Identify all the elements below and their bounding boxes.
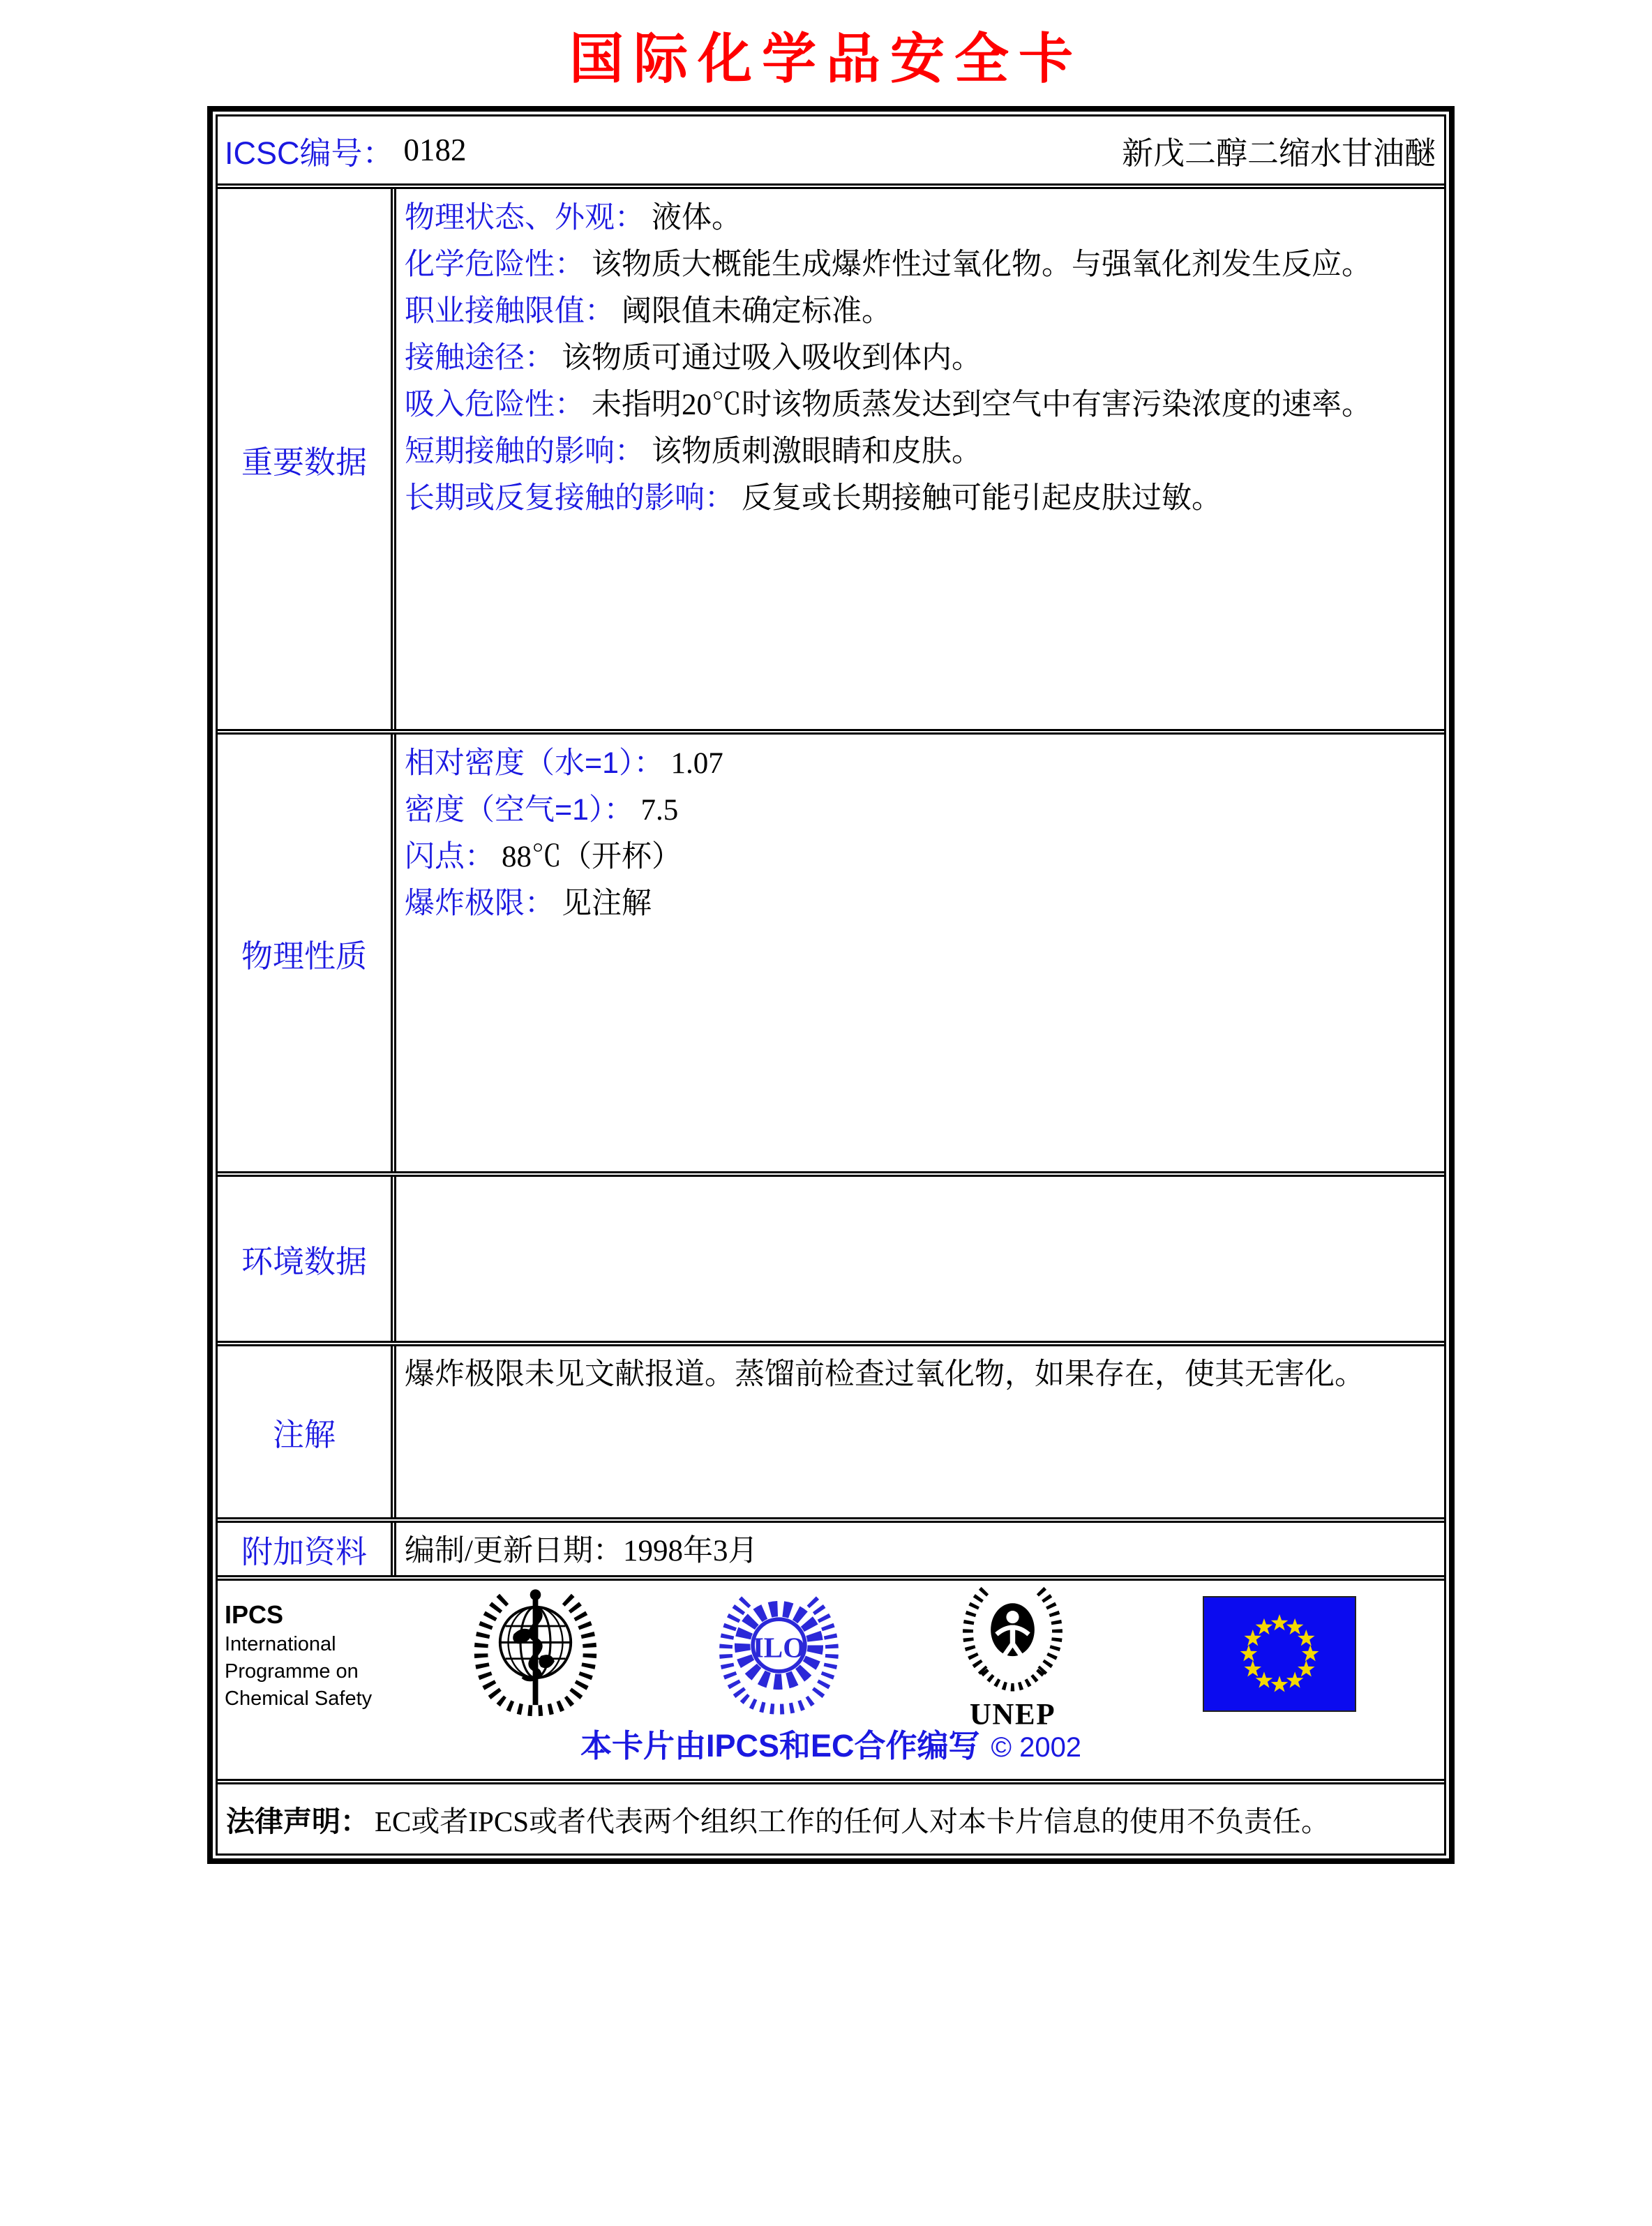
data-item-relative-density xyxy=(405,740,1436,787)
item-value: 该物质大概能生成爆炸性过氧化物。与强氧化剂发生反应。 xyxy=(592,248,1372,281)
item-value: 88℃（开杯） xyxy=(502,841,682,873)
data-item-explosive-limits xyxy=(405,880,1436,927)
additional-info-label-cell xyxy=(218,1523,391,1575)
section-row-notes xyxy=(218,1341,1444,1517)
item-label: 物理状态、外观： xyxy=(405,201,645,234)
item-label: 吸入危险性： xyxy=(405,388,585,421)
item-label: 闪点： xyxy=(405,840,495,873)
data-item-short-term-effects xyxy=(405,428,1436,475)
item-label: 短期接触的影响： xyxy=(405,435,645,468)
legal-row xyxy=(218,1779,1444,1853)
environmental-data-content xyxy=(391,1177,1444,1341)
icsc-number-value: 0182 xyxy=(403,133,467,167)
item-value: 1998年3月 xyxy=(622,1535,758,1567)
item-value: 7.5 xyxy=(640,794,679,827)
notes-text: 爆炸极限未见文献报道。蒸馏前检查过氧化物，如果存在，使其无害化。 xyxy=(405,1358,1365,1391)
section-row-additional-info xyxy=(218,1517,1444,1575)
data-item-chemical-danger xyxy=(405,241,1436,288)
item-label: 爆炸极限： xyxy=(405,887,555,920)
ipcs-acronym: IPCS xyxy=(225,1600,284,1629)
legal-label: 法律声明： xyxy=(226,1805,369,1837)
legal-text: EC或者IPCS或者代表两个组织工作的任何人对本卡片信息的使用不负责任。 xyxy=(375,1805,1330,1837)
header-row xyxy=(218,116,1444,183)
important-data-label-cell xyxy=(218,189,391,729)
page-title: 国际化学品安全卡 xyxy=(569,29,1083,89)
item-value: 反复或长期接触可能引起皮肤过敏。 xyxy=(742,482,1222,515)
notes-label-cell xyxy=(218,1346,391,1517)
credit-line xyxy=(218,1720,1444,1766)
data-item-flash-point xyxy=(405,834,1436,880)
item-value: 未指明20℃时该物质蒸发达到空气中有害污染浓度的速率。 xyxy=(592,389,1372,421)
ipcs-line-2: Programme on xyxy=(225,1660,359,1683)
section-label-important-data: 重要数据 xyxy=(241,444,367,480)
section-label-additional-info: 附加资料 xyxy=(241,1534,367,1570)
item-label: 接触途径： xyxy=(405,341,555,375)
icsc-card-table xyxy=(207,106,1455,1864)
item-label: 长期或反复接触的影响： xyxy=(405,481,735,515)
physical-properties-label-cell xyxy=(218,735,391,1171)
environmental-data-label-cell xyxy=(218,1177,391,1341)
notes-content xyxy=(391,1346,1444,1517)
copyright-text: © 2002 xyxy=(991,1732,1082,1763)
ipcs-line-1: International xyxy=(225,1633,336,1655)
data-item-vapor-density xyxy=(405,787,1436,834)
item-value: 该物质可通过吸入吸收到体内。 xyxy=(562,342,982,375)
item-label: 职业接触限值： xyxy=(405,294,615,328)
item-value: 液体。 xyxy=(652,202,742,234)
credit-text: 本卡片由IPCS和EC合作编写 xyxy=(580,1728,980,1763)
data-item-update-date xyxy=(405,1528,1436,1574)
ilo-text: ILO xyxy=(752,1631,806,1664)
unep-text: UNEP xyxy=(969,1698,1056,1730)
item-value: 该物质刺激眼睛和皮肤。 xyxy=(652,435,982,468)
logos-row xyxy=(218,1575,1444,1779)
section-row-physical-properties xyxy=(218,729,1444,1171)
data-item-exposure-route xyxy=(405,335,1436,382)
item-value: 见注解 xyxy=(562,887,652,920)
item-label: 密度（空气=1）： xyxy=(405,793,634,827)
physical-properties-content xyxy=(391,735,1444,1171)
section-label-notes: 注解 xyxy=(272,1417,336,1452)
who-logo-icon xyxy=(467,1584,603,1723)
important-data-content xyxy=(391,189,1444,729)
ipcs-wordmark xyxy=(225,1599,476,1713)
data-item-long-term-effects xyxy=(405,475,1436,522)
section-row-environmental-data xyxy=(218,1171,1444,1341)
unep-logo-icon xyxy=(955,1584,1070,1730)
item-label: 编制/更新日期： xyxy=(405,1535,623,1567)
eu-flag-icon xyxy=(1203,1596,1356,1712)
section-row-important-data xyxy=(218,183,1444,729)
item-value: 1.07 xyxy=(670,747,723,780)
ipcs-line-3: Chemical Safety xyxy=(225,1687,373,1710)
data-item-physical-state xyxy=(405,195,1436,241)
icsc-card-table-inner xyxy=(216,114,1446,1856)
section-label-environmental-data: 环境数据 xyxy=(241,1244,367,1279)
section-label-physical-properties: 物理性质 xyxy=(241,938,367,974)
data-item-occupational-limit xyxy=(405,288,1436,335)
icsc-number-label: ICSC编号： xyxy=(225,135,394,171)
item-label: 相对密度（水=1）： xyxy=(405,746,664,780)
item-label: 化学危险性： xyxy=(405,248,585,281)
item-value: 阈限值未确定标准。 xyxy=(622,295,892,328)
ilo-logo-icon xyxy=(714,1588,844,1724)
additional-info-content xyxy=(391,1523,1444,1575)
chemical-name: 新戊二醇二缩水甘油醚 xyxy=(1121,135,1436,171)
data-item-inhalation-risk xyxy=(405,382,1436,428)
